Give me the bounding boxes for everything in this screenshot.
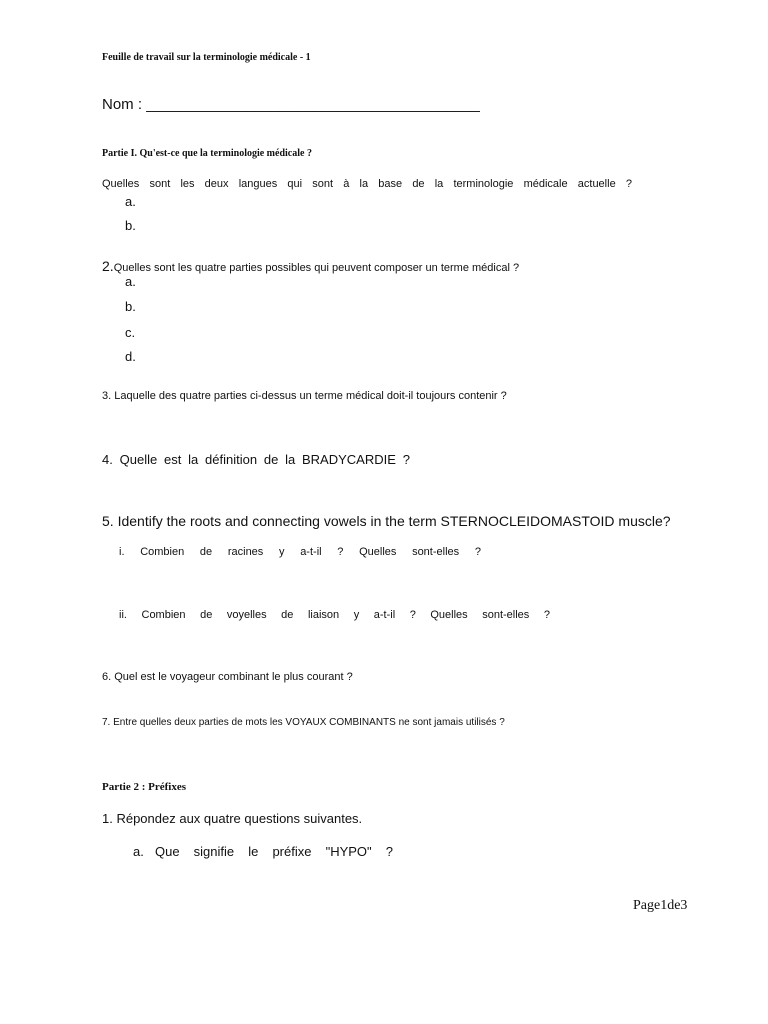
q5-sub-ii [119,609,550,621]
part2-q1a-text-word: "HYPO" [325,844,372,859]
q1-text-word: actuelle [577,178,616,190]
q1-text-word: base [378,178,403,190]
q5-sub-ii-word: de [281,609,294,621]
part2-q1a-text-word: Que [155,844,180,859]
q2-option-d: d. [125,349,136,364]
q5-sub-i-word: sont-elles [412,546,460,558]
q1-text-word: terminologie [453,178,514,190]
q4-text-word: Quelle [119,452,158,467]
q5-sub-i-word: de [199,546,213,558]
q5-sub-ii-word: ii. [119,609,127,621]
part2-q1a-text-word: ? [385,844,393,859]
part2-q1a-text-word: signifie [193,844,235,859]
q5-sub-i-word: ? [474,546,481,558]
part2-q1a-text [155,844,393,859]
q4-text-word: définition [205,452,258,467]
q1-text [102,178,632,190]
q1-text-word: les [180,178,195,190]
q5-sub-ii-word: de [200,609,213,621]
part2-q1a-text-word: préfixe [272,844,312,859]
q1-option-a: a. [125,194,136,209]
q2-number: 2. [102,258,114,274]
q4-text [102,452,410,467]
part1-heading: Partie I. Qu'est-ce que la terminologie médicale ? [102,148,312,159]
q1-text-word: langues [238,178,278,190]
q1-text-word: médicale [523,178,568,190]
q2-text: Quelles sont les quatre parties possibles qui peuvent composer un terme médical ? [113,262,520,274]
q1-text-word: la [359,178,369,190]
q5-sub-ii-word: sont-elles [482,609,530,621]
q4-text-word: 4. [102,452,113,467]
q4-text-word: de [263,452,279,467]
worksheet-title: Feuille de travail sur la terminologie médicale - 1 [102,52,311,63]
name-line: ________________________________________ [146,96,480,113]
name-field [102,96,480,113]
part2-q1a [133,844,155,859]
q1-text-word: la [434,178,444,190]
q5-sub-ii-word: ? [409,609,416,621]
part2-q1-text: 1. Répondez aux quatre questions suivantes. [102,811,363,826]
q1-text-word: qui [287,178,303,190]
q6-text: 6. Quel est le voyageur combinant le plus courant ? [102,671,353,683]
q4-text-word: BRADYCARDIE [302,452,396,467]
q1-text-word: ? [625,178,632,190]
q1-text-word: Quelles [102,178,140,190]
q5-sub-ii-word: a-t-il [373,609,396,621]
part2-heading: Partie 2 : Préfixes [102,781,186,793]
q5-text: 5. Identify the roots and connecting vowels in the term STERNOCLEIDOMASTOID muscle? [102,513,671,529]
q5-sub-i-word: ? [337,546,344,558]
q5-sub-i-word: i. [119,546,125,558]
q5-sub-ii-word: liaison [307,609,340,621]
q5-sub-ii-word: ? [543,609,550,621]
q2-option-b: b. [125,299,136,314]
q5-sub-ii-word: y [353,609,360,621]
q1-text-word: à [343,178,350,190]
q4-text-word: la [285,452,296,467]
part2-q1a-text-word: le [248,844,259,859]
q4-text-word: la [188,452,199,467]
q5-sub-i-word: Quelles [359,546,397,558]
q5-sub-i-word: Combien [140,546,185,558]
q5-sub-i-word: racines [227,546,264,558]
q5-sub-ii-word: Quelles [430,609,468,621]
q2-option-c: c. [125,325,136,340]
part2-q1a-letter: a. [133,844,144,859]
q5-sub-i-word: y [279,546,285,558]
q1-text-word: de [412,178,425,190]
q7-text: 7. Entre quelles deux parties de mots les VOYAUX COMBINANTS ne sont jamais utilisés ? [102,717,505,728]
q1-option-b: b. [125,218,136,233]
q5-sub-i [119,546,481,558]
q3-text: 3. Laquelle des quatre parties ci-dessus un terme médical doit-il toujours contenir ? [102,390,507,402]
q1-text-word: sont [149,178,171,190]
q4-text-word: est [163,452,182,467]
q1-text-word: sont [312,178,334,190]
q5-sub-ii-word: voyelles [226,609,267,621]
q4-text-word: ? [402,452,410,467]
q2-question [102,258,519,274]
q2-option-a: a. [125,274,136,289]
q5-sub-ii-word: Combien [141,609,186,621]
name-label: Nom : [102,96,147,113]
q5-sub-i-word: a-t-il [300,546,322,558]
q1-text-word: deux [204,178,229,190]
page-number: Page1de3 [633,898,688,913]
